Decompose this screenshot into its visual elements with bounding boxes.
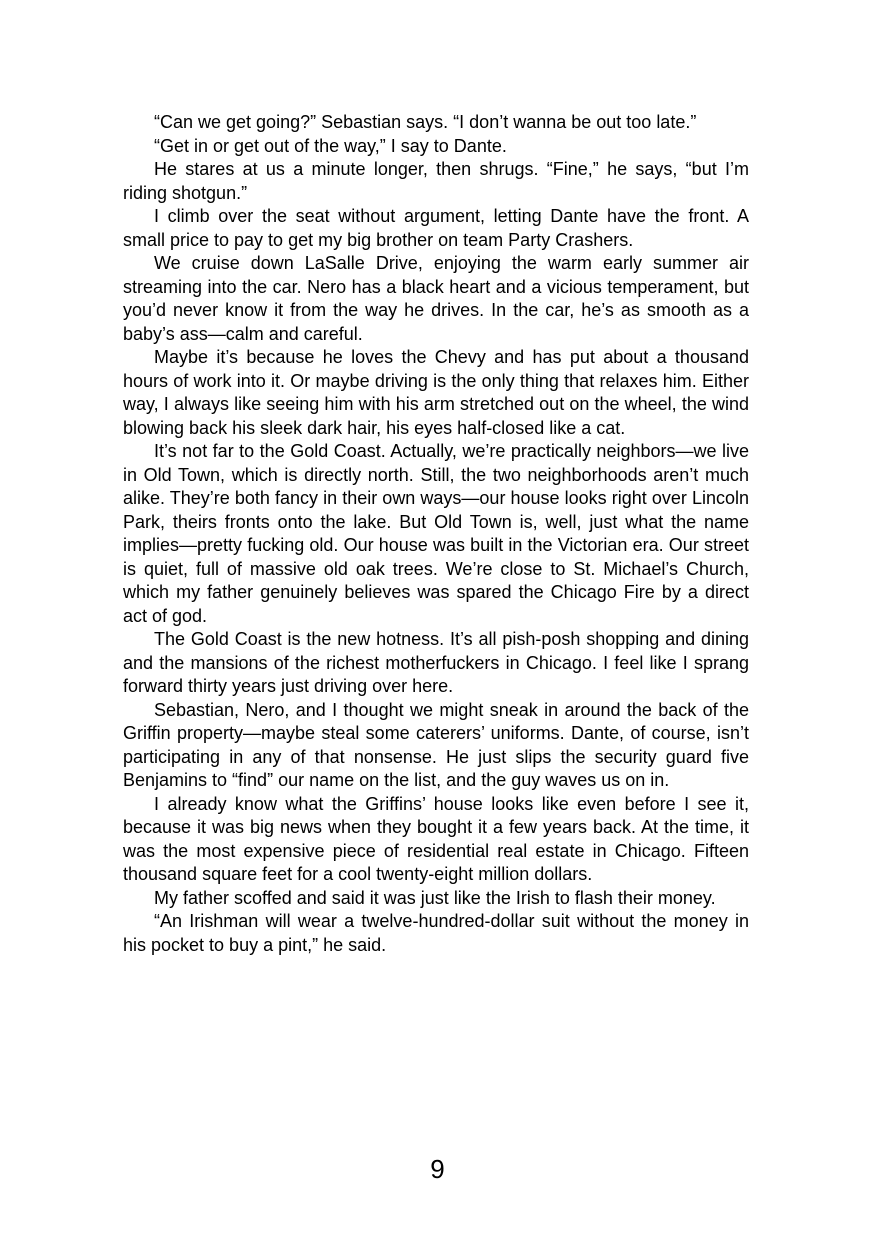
paragraph: My father scoffed and said it was just like the Irish to flash their money.: [154, 887, 716, 908]
paragraph: Maybe it’s because he loves the Chevy and has put about a thousand hours of work into it. Or maybe driving is the only thing that relaxes him. Either way, I always like seeing him with his arm stretched out on the wheel, the wind blowing back his sleek dark hair, his eyes half-closed like a cat.: [123, 347, 749, 438]
paragraph: The Gold Coast is the new hotness. It’s all pish-posh shopping and dining and the mansions of the richest motherfuckers in Chicago. I feel like I sprang forward thirty years just driving over here.: [123, 629, 749, 696]
paragraph: It’s not far to the Gold Coast. Actually, we’re practically neighbors—we live in Old Town, which is directly north. Still, the two neighborhoods aren’t much alike. They’re both fancy in their own ways—our house looks right over Lincoln Park, theirs fronts onto the lake. But Old Town is, well, just what the name implies—pretty fucking old. Our house was built in the Victorian era. Our street is quiet, full of massive old oak trees. We’re close to St. Michael’s Church, which my father genuinely believes was spared the Chicago Fire by a direct act of god.: [123, 441, 749, 626]
paragraph: I climb over the seat without argument, letting Dante have the front. A small price to pay to get my big brother on team Party Crashers.: [123, 206, 749, 250]
paragraph: “Can we get going?” Sebastian says. “I don’t wanna be out too late.”: [154, 112, 697, 132]
paragraph: “Get in or get out of the way,” I say to Dante.: [154, 135, 507, 156]
paragraph: He stares at us a minute longer, then shrugs. “Fine,” he says, “but I’m riding shotgun.”: [123, 159, 749, 203]
paragraph: Sebastian, Nero, and I thought we might sneak in around the back of the Griffin property—maybe steal some caterers’ uniforms. Dante, of course, isn’t participating in any of that nonsense. He just slips the security guard five Benjamins to “find” our name on the list, and the guy waves us on in.: [123, 699, 749, 790]
paragraph: I already know what the Griffins’ house looks like even before I see it, because it was big news when they bought it a few years back. At the time, it was the most expensive piece of residential real estate in Chicago. Fifteen thousand square feet for a cool twenty-eight million dollars.: [123, 793, 749, 884]
paragraph: We cruise down LaSalle Drive, enjoying the warm early summer air streaming into the car. Nero has a black heart and a vicious temperament, but you’d never know it from the way he drives. In the car, he’s as smooth as a baby’s ass—calm and careful.: [123, 253, 749, 344]
paragraph: “An Irishman will wear a twelve-hundred-dollar suit without the money in his pocket to buy a pint,” he said.: [123, 911, 749, 955]
page-text: [123, 111, 749, 957]
page-number: 9: [430, 1154, 445, 1184]
